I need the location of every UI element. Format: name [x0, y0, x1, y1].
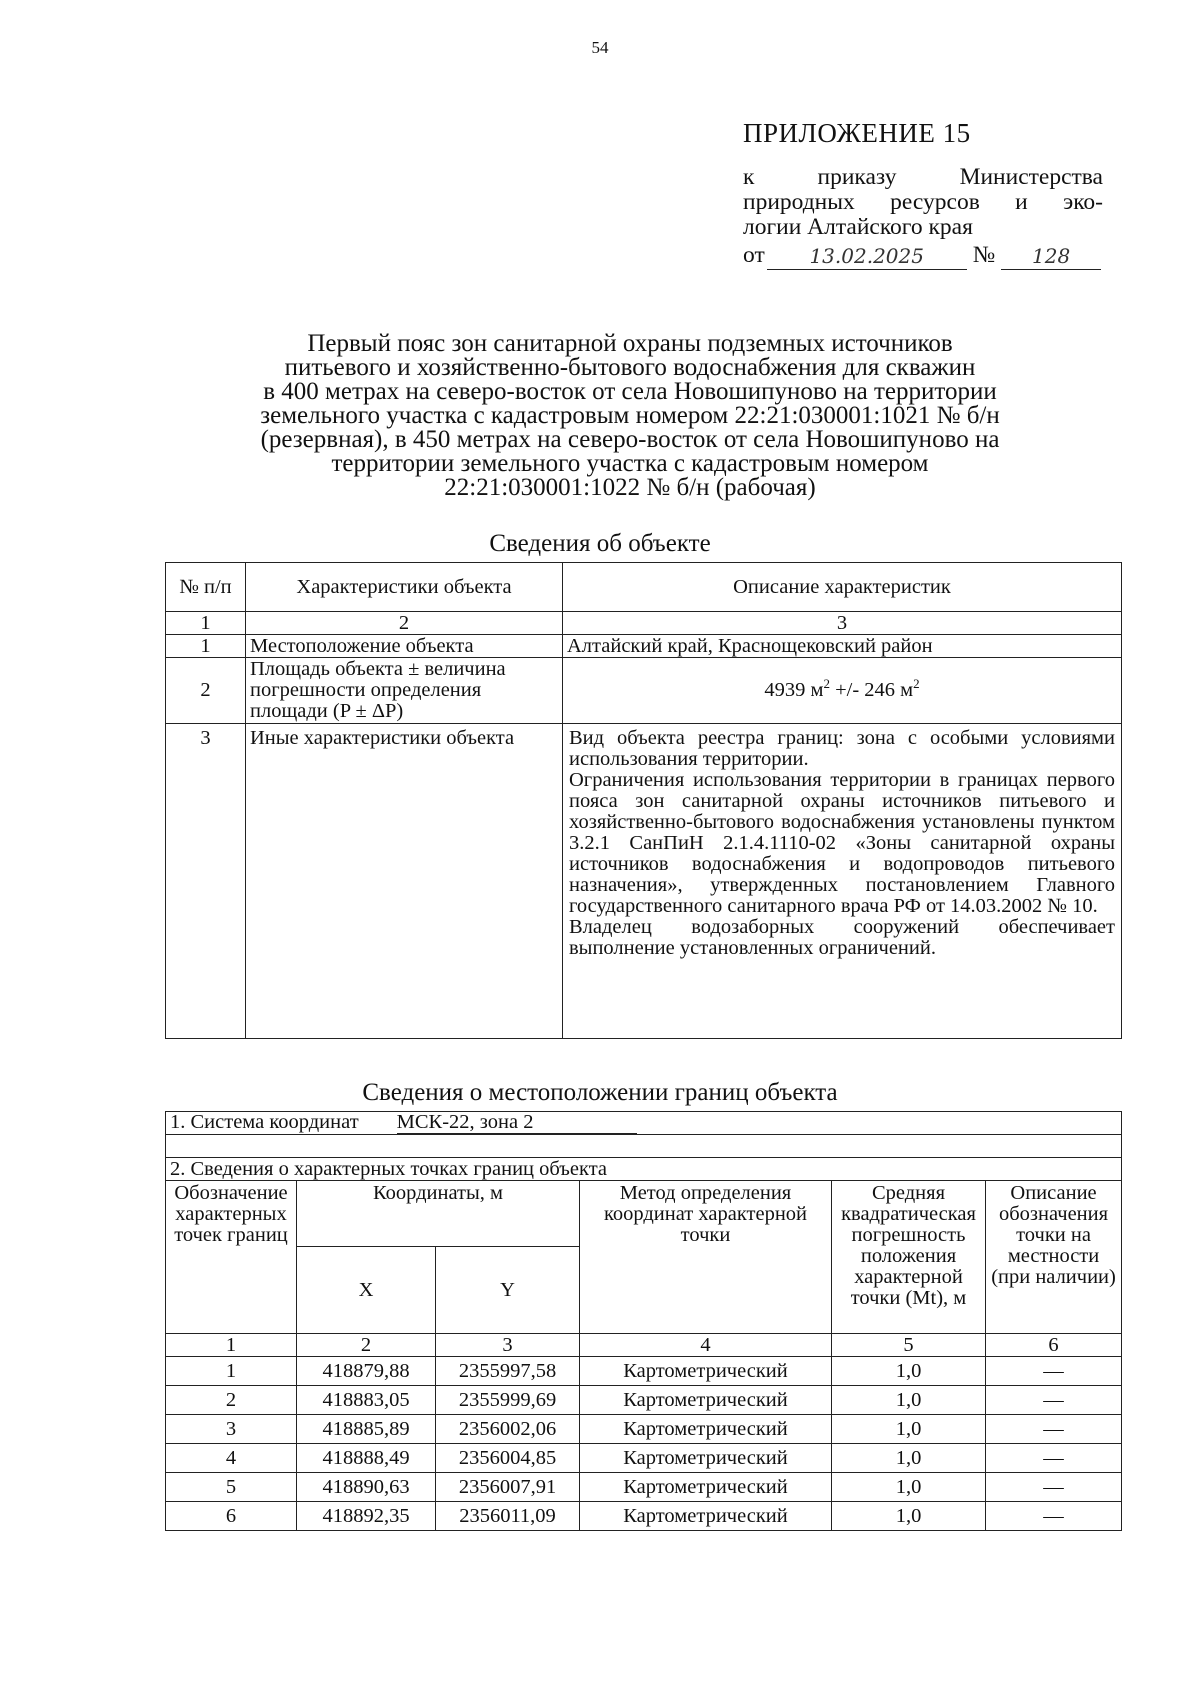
row-num: 1	[166, 635, 246, 658]
point-number: 4	[166, 1444, 297, 1473]
index-cell: 3	[436, 1334, 580, 1357]
point-description: —	[986, 1386, 1122, 1415]
point-number: 2	[166, 1386, 297, 1415]
row-name	[246, 658, 563, 724]
point-error: 1,0	[832, 1357, 986, 1386]
title-line: (резервная), в 450 метрах на северо-восток от села Новошипуново на	[260, 426, 1000, 453]
point-error: 1,0	[832, 1415, 986, 1444]
title-line: 22:21:030001:1022 № б/н (рабочая)	[444, 474, 816, 501]
point-error: 1,0	[832, 1386, 986, 1415]
point-y: 2355999,69	[436, 1386, 580, 1415]
point-method: Картометрический	[580, 1444, 832, 1473]
point-x: 418879,88	[297, 1357, 436, 1386]
table-row	[166, 1415, 1122, 1444]
point-description: —	[986, 1444, 1122, 1473]
title-line: в 400 метрах на северо-восток от села Новошипуново на территории	[263, 378, 997, 405]
header-coords: Координаты, м	[297, 1181, 580, 1247]
point-x: 418892,35	[297, 1502, 436, 1531]
coord-system-cell	[166, 1112, 1122, 1135]
title-line: земельного участка с кадастровым номером 22:21:030001:1021 № б/н	[260, 402, 1000, 429]
point-description: —	[986, 1473, 1122, 1502]
area-error-unit-sup: 2	[913, 676, 920, 692]
appendix-block	[743, 118, 1103, 270]
header-y: Y	[436, 1247, 580, 1334]
point-number: 5	[166, 1473, 297, 1502]
spacer-row	[166, 1135, 1122, 1158]
index-cell: 3	[563, 612, 1122, 635]
coord-system-value: МСК-22, зона 2	[397, 1112, 637, 1134]
document-title	[165, 332, 1095, 500]
index-cell: 2	[246, 612, 563, 635]
point-y: 2356011,09	[436, 1502, 580, 1531]
coord-system-row	[166, 1112, 1122, 1135]
description-paragraph: Ограничения использования территории в границах первого пояса зон санитарной охраны источников питьевого и хозяйственно-бытового водоснабжения установлены пунктом 3.2.1 СанПиН 2.1.4.1110-02 «Зоны санитарной охраны источников водоснабжения и водопроводов питьевого назначения», утвержденных постановлением Главного государственного санитарного врача РФ от 14.03.2002 № 10.	[569, 769, 1115, 917]
header-method: Метод определения координат характерной точки	[580, 1181, 832, 1334]
index-cell: 1	[166, 1334, 297, 1357]
point-method: Картометрический	[580, 1502, 832, 1531]
index-cell: 6	[986, 1334, 1122, 1357]
object-info-table	[165, 562, 1122, 1039]
name-line: площади (P ± ΔP)	[250, 700, 404, 722]
empty-cell	[166, 1135, 1122, 1158]
point-method: Картометрический	[580, 1357, 832, 1386]
object-section-title: Сведения об объекте	[489, 530, 711, 557]
index-cell: 2	[297, 1334, 436, 1357]
table-row	[166, 1386, 1122, 1415]
area-unit-sup: 2	[823, 676, 830, 692]
row-value	[563, 658, 1122, 724]
handwritten-number: 128	[1001, 245, 1101, 270]
name-line: погрешности определения	[250, 679, 482, 701]
location-section-title: Сведения о местоположении границ объекта	[362, 1079, 838, 1106]
date-prefix: от	[743, 242, 765, 268]
index-row	[166, 612, 1122, 635]
point-x: 418883,05	[297, 1386, 436, 1415]
point-y: 2356007,91	[436, 1473, 580, 1502]
page-number: 54	[591, 38, 609, 57]
table-row	[166, 1473, 1122, 1502]
title-line: Первый пояс зон санитарной охраны подземных источников	[307, 330, 953, 357]
index-cell: 4	[580, 1334, 832, 1357]
points-label-row	[166, 1158, 1122, 1181]
point-error: 1,0	[832, 1473, 986, 1502]
title-line: питьевого и хозяйственно-бытового водоснабжения для скважин	[284, 354, 976, 381]
description-paragraph: Вид объекта реестра границ: зона с особыми условиями использования территории.	[569, 727, 1115, 770]
point-description: —	[986, 1357, 1122, 1386]
row-name: Иные характеристики объекта	[246, 724, 563, 1039]
point-error: 1,0	[832, 1444, 986, 1473]
table-row	[166, 658, 1122, 724]
header-num: № п/п	[166, 563, 246, 612]
header-characteristics: Характеристики объекта	[246, 563, 563, 612]
area-error: +/- 246 м	[829, 679, 914, 701]
index-cell: 1	[166, 612, 246, 635]
row-num: 2	[166, 658, 246, 724]
table-row	[166, 724, 1122, 1039]
handwritten-date: 13.02.2025	[767, 245, 967, 270]
point-method: Картометрический	[580, 1473, 832, 1502]
table-header-row	[166, 1181, 1122, 1247]
row-name: Местоположение объекта	[246, 635, 563, 658]
appendix-title: ПРИЛОЖЕНИЕ 15	[743, 118, 971, 148]
point-y: 2356004,85	[436, 1444, 580, 1473]
point-x: 418890,63	[297, 1473, 436, 1502]
index-cell: 5	[832, 1334, 986, 1357]
point-method: Картометрический	[580, 1386, 832, 1415]
point-description: —	[986, 1502, 1122, 1531]
point-x: 418888,49	[297, 1444, 436, 1473]
table-row	[166, 635, 1122, 658]
table-row	[166, 1502, 1122, 1531]
header-description: Описание обозначения точки на местности (при наличии)	[986, 1181, 1122, 1334]
name-line: Площадь объекта ± величина	[250, 658, 506, 680]
appendix-line: логии Алтайского края	[743, 214, 973, 240]
table-header-row	[166, 563, 1122, 612]
point-description: —	[986, 1415, 1122, 1444]
point-method: Картометрический	[580, 1415, 832, 1444]
coord-system-label: 1. Система координат	[170, 1111, 359, 1133]
appendix-line: природных ресурсов и эко-	[743, 189, 1103, 215]
description-paragraph: Владелец водозаборных сооружений обеспечивает выполнение установленных ограничений.	[569, 916, 1115, 959]
row-value: Алтайский край, Краснощековский район	[563, 635, 1122, 658]
point-error: 1,0	[832, 1502, 986, 1531]
points-label: 2. Сведения о характерных точках границ объекта	[166, 1158, 1122, 1181]
row-value	[563, 724, 1122, 1039]
table-row	[166, 1357, 1122, 1386]
title-line: территории земельного участка с кадастровым номером	[331, 450, 929, 477]
header-designation: Обозначение характерных точек границ	[166, 1181, 297, 1334]
index-row	[166, 1334, 1122, 1357]
point-number: 3	[166, 1415, 297, 1444]
point-y: 2355997,58	[436, 1357, 580, 1386]
appendix-line: к приказу Министерства	[743, 164, 1103, 190]
point-number: 6	[166, 1502, 297, 1531]
header-description: Описание характеристик	[563, 563, 1122, 612]
point-x: 418885,89	[297, 1415, 436, 1444]
number-prefix: №	[972, 242, 996, 268]
area-value: 4939 м	[764, 679, 824, 701]
header-x: X	[297, 1247, 436, 1334]
table-row	[166, 1444, 1122, 1473]
header-error: Средняя квадратическая погрешность положения характерной точки (Mt), м	[832, 1181, 986, 1334]
point-number: 1	[166, 1357, 297, 1386]
appendix-date-line	[743, 240, 1103, 270]
row-num: 3	[166, 724, 246, 1039]
point-y: 2356002,06	[436, 1415, 580, 1444]
location-table	[165, 1111, 1122, 1531]
